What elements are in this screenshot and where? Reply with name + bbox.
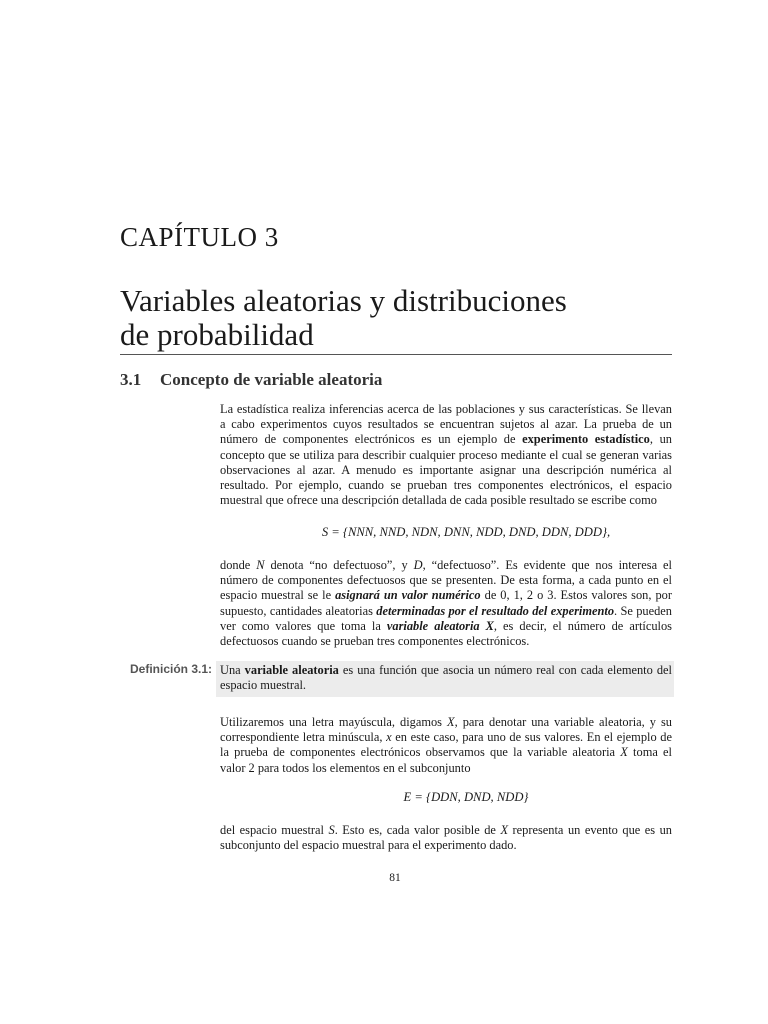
equation-lhs: S	[321, 525, 329, 539]
equation-rhs: = {NNN, NND, NDN, DNN, NDD, DND, DDN, DDD},	[328, 525, 611, 539]
paragraph-text: La estadística realiza inferencias acerca de las poblaciones y sus características. Se llevan a cabo experimentos cuyos resultados se encuentran sujetos al azar. La prueba de un número de componentes electrónicos es un ejemplo de	[220, 402, 672, 447]
math-var: D	[413, 558, 423, 572]
paragraph-text: , un concepto que se utiliza para describir cualquier proceso mediante el cual se generan varias observaciones al azar. A menudo es importante asignar una descripción numérica al resultado. Por ejemplo, cuando se prueban tres componentes electrónicos, el espacio muestral que ofrece una descripción detallada de cada posible resultado se escribe como	[220, 432, 672, 508]
definition-part: es una función que asocia un número real con cada elemento del espacio muestral.	[220, 663, 672, 693]
equation-lhs: E	[403, 790, 412, 804]
chapter-title	[120, 284, 680, 352]
paragraph-text: de 0, 1, 2 o 3. Estos valores son, por supuesto, cantidades aleatorias	[220, 588, 672, 618]
emphasis-text: determinadas por el resultado del experimento	[376, 603, 615, 618]
equation-sample-space	[240, 525, 692, 540]
chapter-title-line1: Variables aleatorias y distribuciones	[120, 283, 567, 318]
chapter-label: CAPÍTULO 3	[120, 222, 279, 252]
paragraph-text: Utilizaremos una letra mayúscula, digamos	[220, 715, 448, 729]
section-number: 3.1	[120, 370, 142, 389]
paragraph-2	[220, 558, 672, 649]
paragraph-text: denota “no defectuoso”, y	[264, 558, 414, 572]
chapter-title-line2: de probabilidad	[120, 317, 314, 352]
paragraph-text: . Esto es, cada valor posible de	[334, 823, 501, 837]
paragraph-text: donde	[220, 558, 257, 572]
math-var: x	[386, 730, 392, 745]
title-rule	[120, 354, 672, 355]
paragraph-text: , para denotar una variable aleatoria, y su correspondiente letra minúscula,	[220, 715, 672, 745]
math-var: S	[328, 823, 335, 837]
math-var: X	[500, 823, 509, 837]
section-heading	[120, 370, 382, 390]
paragraph-text: toma el valor 2 para todos los elementos en el subconjunto	[220, 745, 672, 775]
math-var: X	[620, 745, 628, 760]
paragraph-text: , “defectuoso”. Es evidente que nos interesa el número de componentes defectuosos que se presenten. De esta forma, a cada punto en el espacio muestral se le	[220, 558, 672, 603]
math-var: N	[256, 558, 265, 572]
paragraph-text: . Se pueden ver como valores que toma la	[220, 603, 672, 633]
paragraph-4	[220, 823, 672, 853]
equation-rhs: = {DDN, DND, NDD}	[411, 790, 529, 804]
math-var: X	[447, 715, 455, 729]
paragraph-text: del espacio muestral	[220, 823, 329, 837]
definition-text	[220, 663, 672, 693]
bold-term: variable aleatoria	[244, 663, 339, 677]
paragraph-3	[220, 715, 672, 776]
definition-label: Definición 3.1:	[130, 662, 213, 676]
paragraph-1	[220, 402, 672, 508]
definition-part: Una	[220, 663, 245, 677]
emphasis-text: variable aleatoria X	[386, 618, 494, 633]
page-number: 81	[389, 872, 401, 884]
paragraph-text: representa un evento que es un subconjunto del espacio muestral para el experimento dado.	[220, 823, 672, 853]
emphasis-text: asignará un valor numérico	[335, 588, 481, 603]
paragraph-text: , es decir, el número de artículos defectuosos cuando se prueban tres componentes electrónicos.	[220, 618, 672, 649]
section-title: Concepto de variable aleatoria	[160, 370, 383, 389]
equation-event	[240, 790, 692, 805]
paragraph-text: en este caso, para uno de sus valores. En el ejemplo de la prueba de componentes electrónicos observamos que la variable aleatoria	[220, 730, 672, 760]
bold-term: experimento estadístico	[522, 432, 650, 447]
